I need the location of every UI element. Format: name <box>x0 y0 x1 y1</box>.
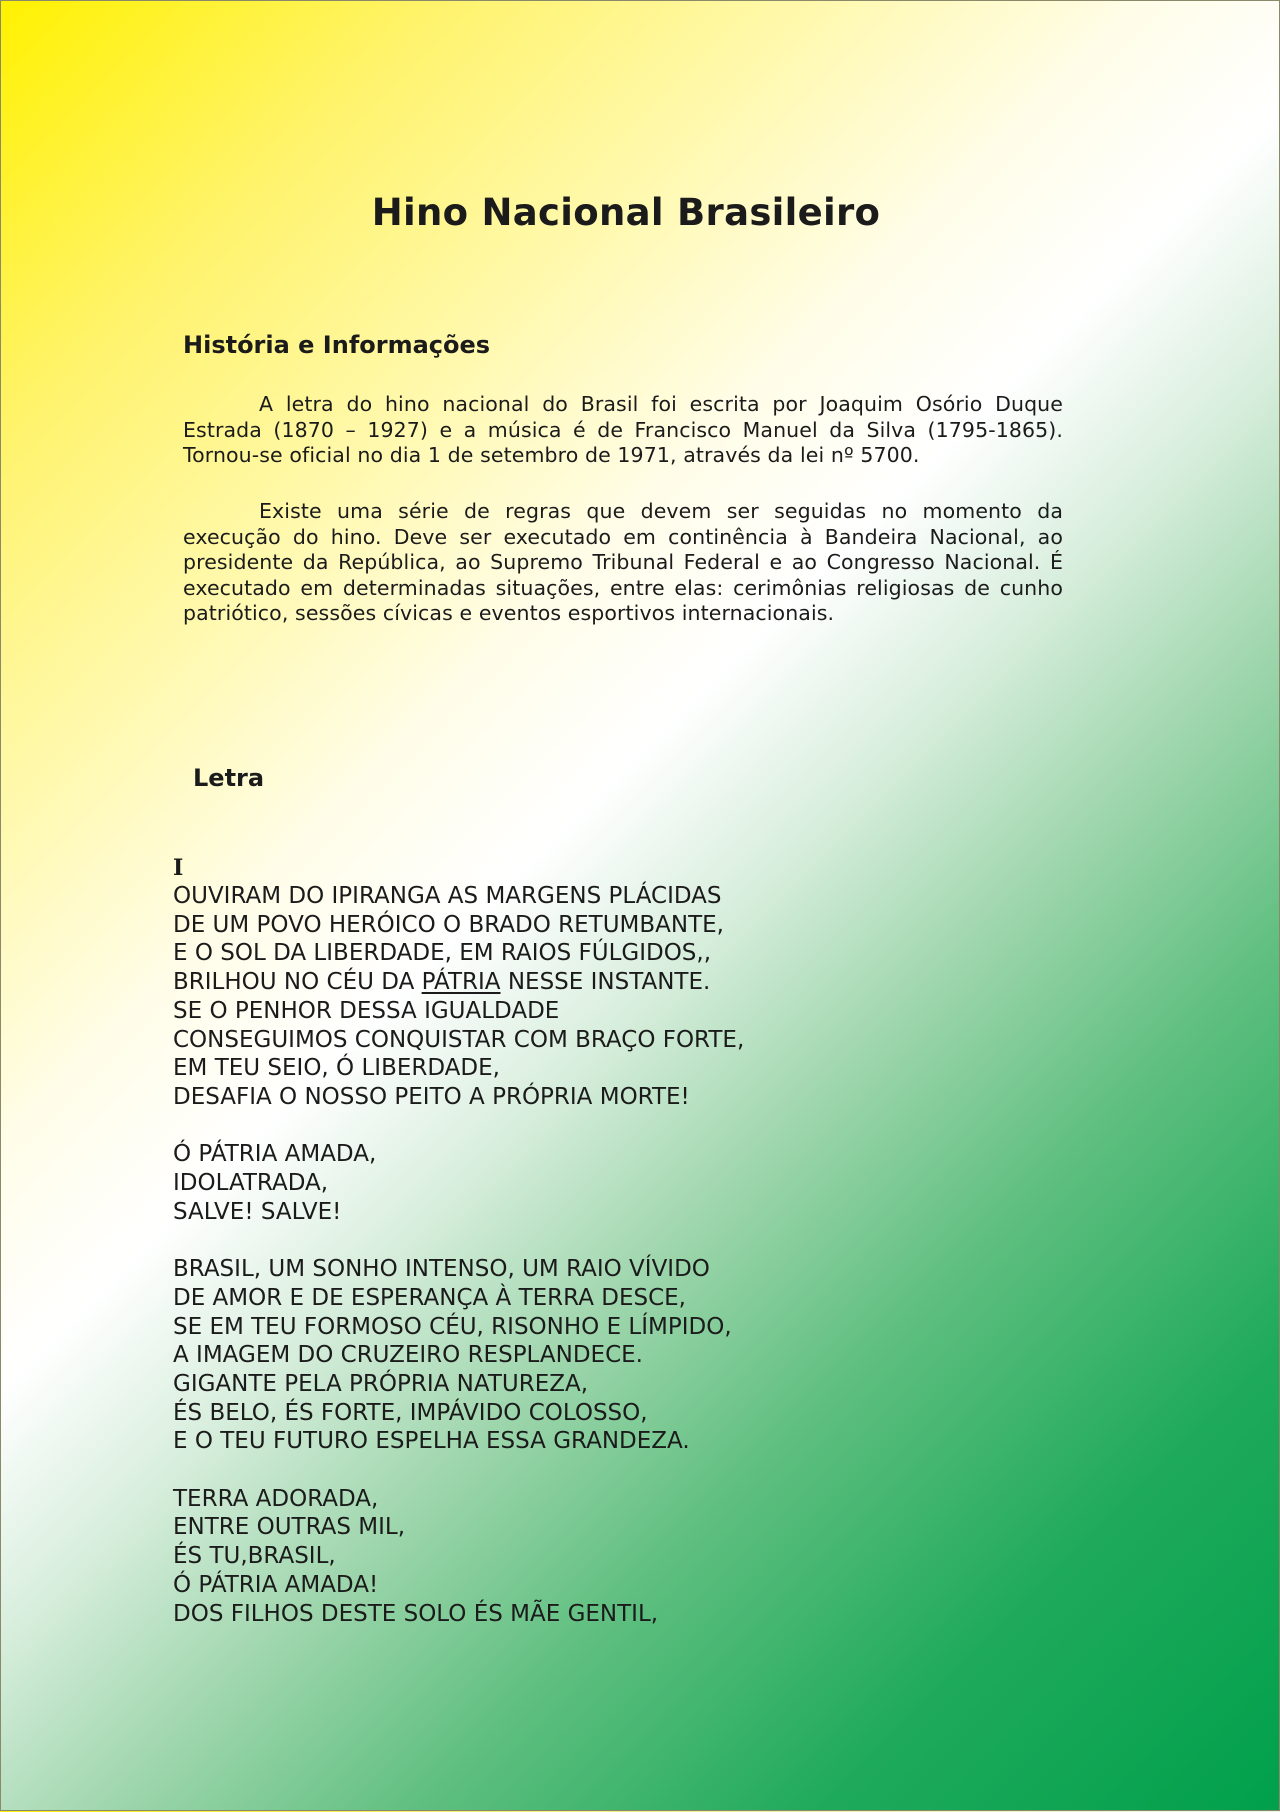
lyric-line: EM TEU SEIO, Ó LIBERDADE, <box>173 1055 500 1082</box>
page-title: Hino Nacional Brasileiro <box>371 191 881 234</box>
lyric-text: BRILHOU NO CÉU DA <box>173 969 422 996</box>
lyric-line: Ó PÁTRIA AMADA! <box>173 1571 379 1598</box>
lyric-line: SE EM TEU FORMOSO CÉU, RISONHO E LÍMPIDO, <box>173 1313 732 1340</box>
lyrics-block <box>173 854 933 1657</box>
lyric-line: SE O PENHOR DESSA IGUALDADE <box>173 997 560 1024</box>
lyric-line: ENTRE OUTRAS MIL, <box>173 1514 406 1541</box>
lyric-line: ÉS TU,BRASIL, <box>173 1543 336 1570</box>
lyric-line: E O TEU FUTURO ESPELHA ESSA GRANDEZA. <box>173 1428 690 1455</box>
lyric-line-with-underline <box>173 968 933 997</box>
lyric-line: IDOLATRADA, <box>173 1170 329 1197</box>
stanza-1 <box>173 882 933 1112</box>
lyric-line: DOS FILHOS DESTE SOLO ÉS MÃE GENTIL, <box>173 1600 659 1627</box>
underlined-word: PÁTRIA <box>421 969 501 996</box>
historia-paragraph-1: A letra do hino nacional do Brasil foi escrita por Joaquim Osório Duque Estrada (1870 – 1927) e a música é de Francisco Manuel da Silva (1795-1865). Tornou-se oficial no dia 1 de setembro de 1971, através da lei nº 5700. <box>183 392 1063 467</box>
historia-paragraph-2: Existe uma série de regras que devem ser seguidas no momento da execução do hino. Deve ser executado em continência à Bandeira Nacional, ao presidente da República, ao Supremo Tribunal Federal e ao Congresso Nacional. É executado em determinadas situações, entre elas: cerimônias religiosas de cunho patriótico, sessões cívicas e eventos esportivos internacionais. <box>183 499 1063 625</box>
part-number: I <box>173 855 184 881</box>
lyric-line: A IMAGEM DO CRUZEIRO RESPLANDECE. <box>173 1342 643 1369</box>
section-heading-letra: Letra <box>193 764 265 792</box>
lyric-line: GIGANTE PELA PRÓPRIA NATUREZA, <box>173 1370 589 1397</box>
lyric-line: DE AMOR E DE ESPERANÇA À TERRA DESCE, <box>173 1284 686 1311</box>
lyric-line: E O SOL DA LIBERDADE, EM RAIOS FÚLGIDOS,, <box>173 940 712 967</box>
lyric-line: DESAFIA O NOSSO PEITO A PRÓPRIA MORTE! <box>173 1083 690 1110</box>
lyric-text: NESSE INSTANTE. <box>500 969 711 996</box>
lyric-line: SALVE! SALVE! <box>173 1198 342 1225</box>
stanza-2 <box>173 1140 933 1226</box>
lyric-line: CONSEGUIMOS CONQUISTAR COM BRAÇO FORTE, <box>173 1026 745 1053</box>
stanza-3 <box>173 1255 933 1456</box>
lyric-line: DE UM POVO HERÓICO O BRADO RETUMBANTE, <box>173 911 724 938</box>
lyric-line: OUVIRAM DO IPIRANGA AS MARGENS PLÁCIDAS <box>173 883 722 909</box>
lyric-line: BRASIL, UM SONHO INTENSO, UM RAIO VÍVIDO <box>173 1256 710 1283</box>
lyric-line: TERRA ADORADA, <box>173 1485 379 1512</box>
section-heading-historia: História e Informações <box>183 331 491 359</box>
document-page <box>1 1 1280 1812</box>
stanza-4 <box>173 1485 933 1629</box>
lyric-line: ÉS BELO, ÉS FORTE, IMPÁVIDO COLOSSO, <box>173 1399 648 1426</box>
lyric-line: Ó PÁTRIA AMADA, <box>173 1141 377 1168</box>
